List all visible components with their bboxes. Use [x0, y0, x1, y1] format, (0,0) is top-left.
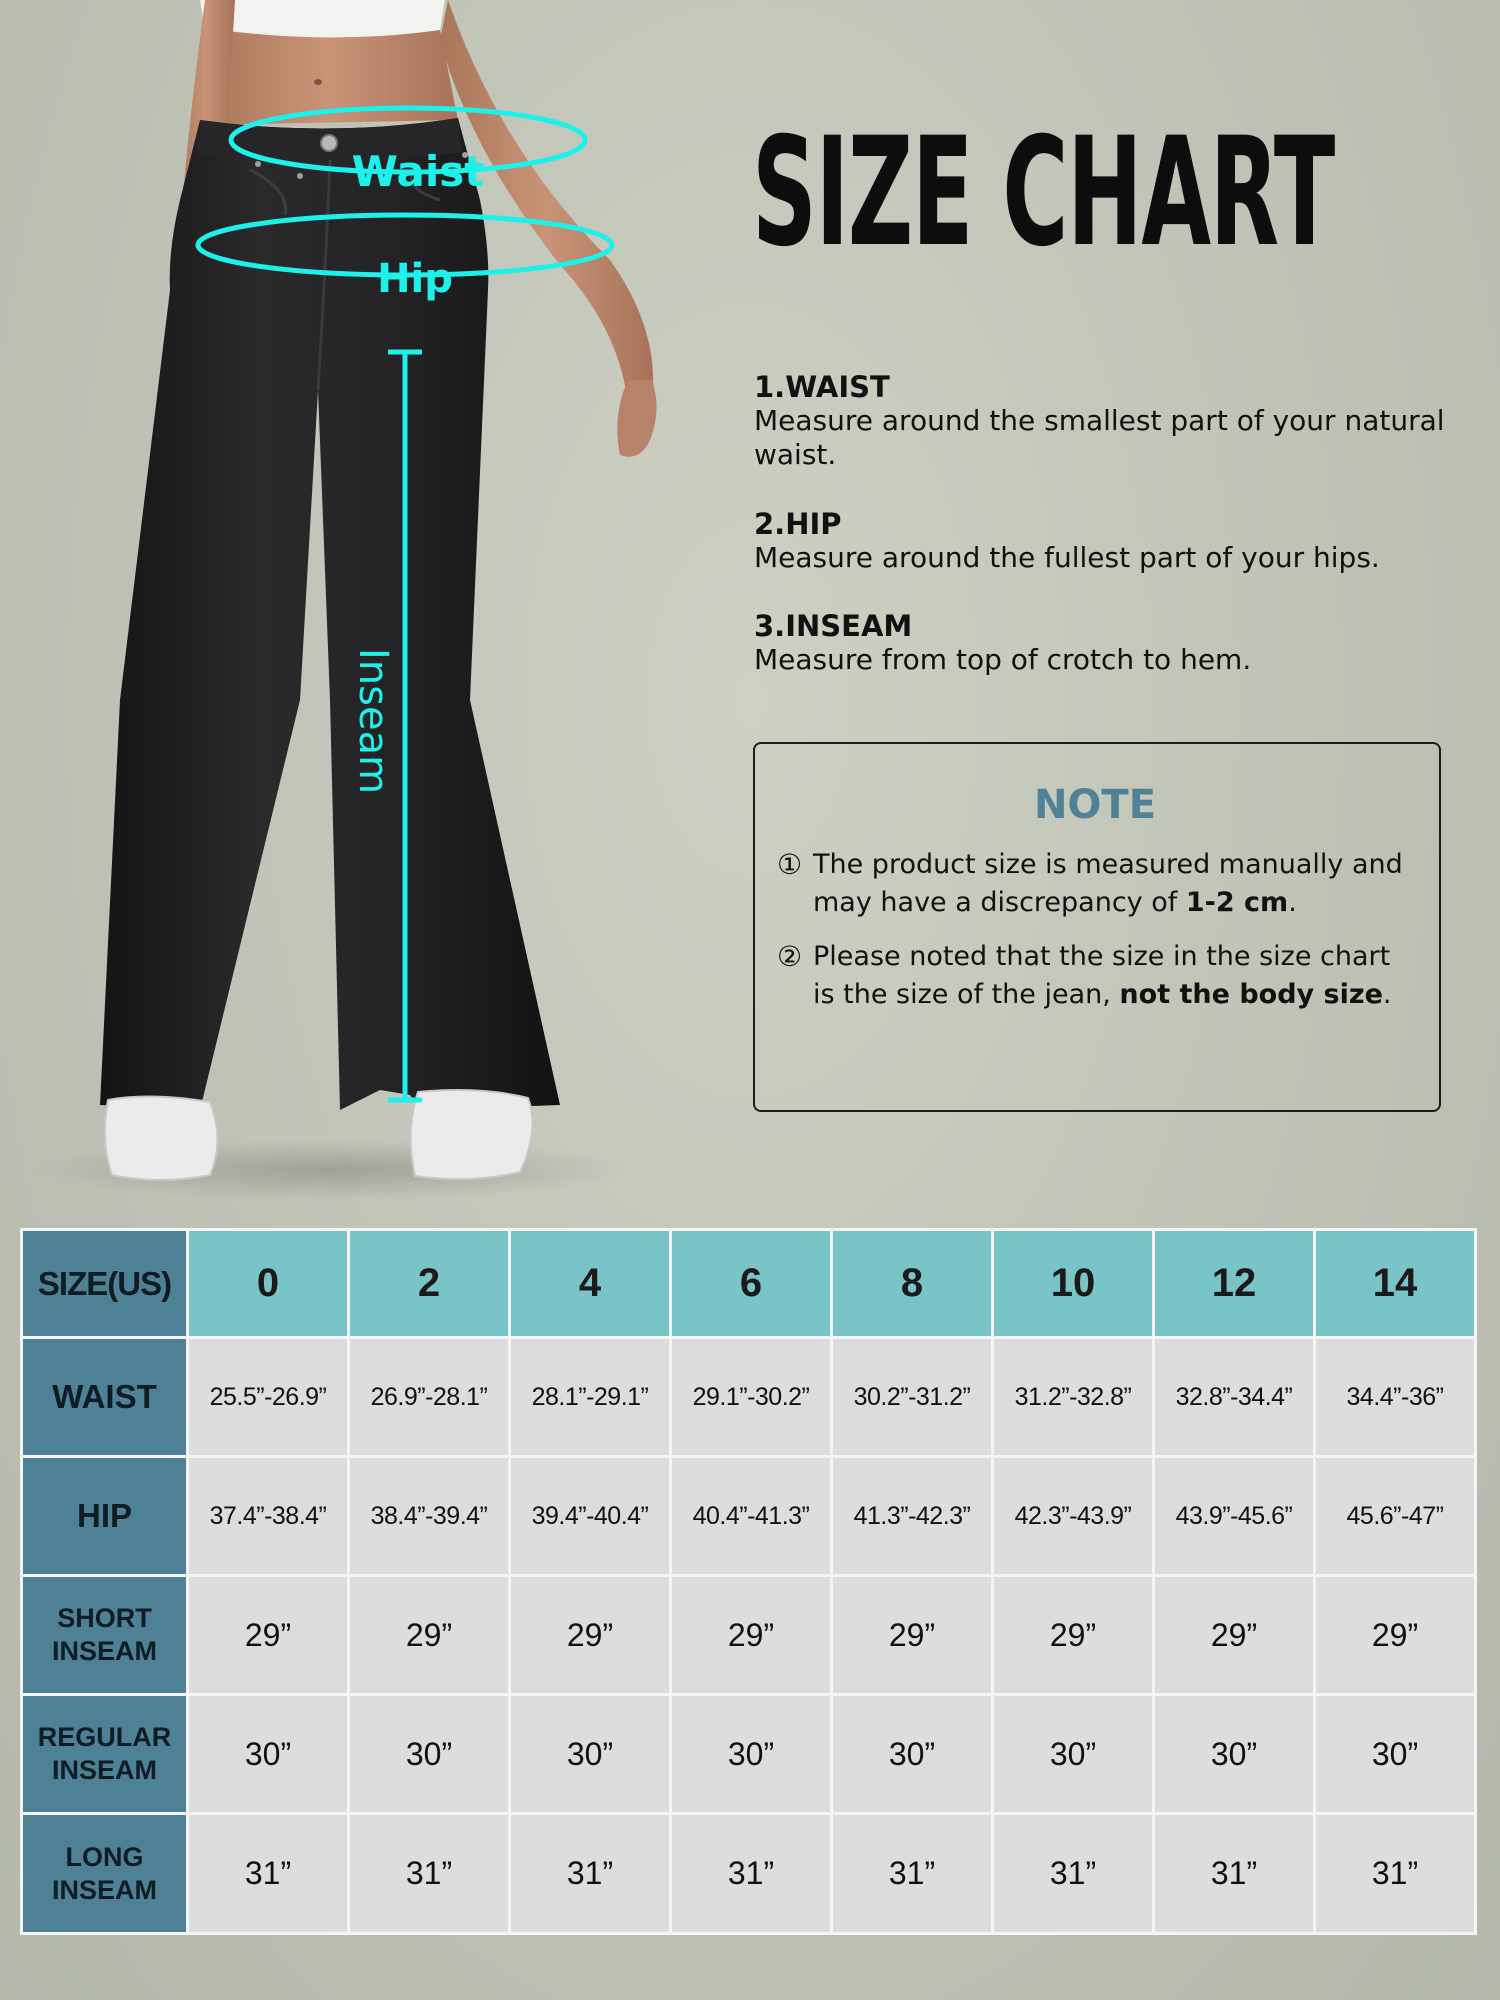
- size-header-cell: 12: [1154, 1230, 1315, 1338]
- row-label: WAIST: [22, 1338, 188, 1457]
- table-row-waist: [22, 1338, 1476, 1457]
- size-header-cell: 0: [188, 1230, 349, 1338]
- table-cell: 38.4”-39.4”: [349, 1457, 510, 1576]
- table-row-short-inseam: [22, 1576, 1476, 1695]
- page-title: SIZE CHART: [752, 106, 1335, 280]
- note-item-2: [777, 938, 1417, 1014]
- row-label: HIP: [22, 1457, 188, 1576]
- waist-label: Waist: [351, 147, 485, 196]
- table-cell: 30”: [1315, 1695, 1476, 1814]
- table-cell: 29”: [832, 1576, 993, 1695]
- table-cell: 31”: [832, 1814, 993, 1934]
- left-sneaker: [105, 1096, 218, 1180]
- table-cell: 41.3”-42.3”: [832, 1457, 993, 1576]
- note-box: [753, 742, 1441, 1112]
- note-text: Please noted that the size in the size chart is the size of the jean, not the body size.: [813, 941, 1392, 1010]
- table-cell: 31”: [1315, 1814, 1476, 1934]
- instruction-heading: 2.HIP: [754, 507, 842, 541]
- table-cell: 31.2”-32.8”: [993, 1338, 1154, 1457]
- table-row-regular-inseam: [22, 1695, 1476, 1814]
- instruction-waist: [754, 370, 1454, 472]
- table-cell: 30”: [510, 1695, 671, 1814]
- model-figure: [0, 0, 720, 1200]
- table-cell: 31”: [671, 1814, 832, 1934]
- table-cell: 39.4”-40.4”: [510, 1457, 671, 1576]
- instruction-hip: [754, 507, 1454, 575]
- table-cell: 25.5”-26.9”: [188, 1338, 349, 1457]
- table-cell: 31”: [993, 1814, 1154, 1934]
- table-cell: 29.1”-30.2”: [671, 1338, 832, 1457]
- table-row-hip: [22, 1457, 1476, 1576]
- table-cell: 30”: [993, 1695, 1154, 1814]
- size-header-cell: 10: [993, 1230, 1154, 1338]
- size-header-cell: 6: [671, 1230, 832, 1338]
- table-cell: 30”: [188, 1695, 349, 1814]
- table-cell: 29”: [993, 1576, 1154, 1695]
- instruction-inseam: [754, 609, 1454, 677]
- table-cell: 40.4”-41.3”: [671, 1457, 832, 1576]
- size-table: [20, 1228, 1477, 1935]
- table-cell: 31”: [349, 1814, 510, 1934]
- table-cell: 29”: [188, 1576, 349, 1695]
- note-number: ①: [777, 848, 803, 881]
- table-cell: 30”: [349, 1695, 510, 1814]
- table-cell: 31”: [510, 1814, 671, 1934]
- table-cell: 43.9”-45.6”: [1154, 1457, 1315, 1576]
- table-cell: 30”: [671, 1695, 832, 1814]
- table-row-long-inseam: [22, 1814, 1476, 1934]
- table-cell: 29”: [510, 1576, 671, 1695]
- instruction-text: Measure from top of crotch to hem.: [754, 643, 1252, 676]
- note-title: NOTE: [1033, 782, 1157, 828]
- table-cell: 34.4”-36”: [1315, 1338, 1476, 1457]
- table-cell: 31”: [1154, 1814, 1315, 1934]
- instruction-text: Measure around the fullest part of your hips.: [754, 541, 1380, 574]
- table-cell: 29”: [1315, 1576, 1476, 1695]
- row-label: REGULAR INSEAM: [22, 1695, 188, 1814]
- table-cell: 26.9”-28.1”: [349, 1338, 510, 1457]
- note-item-1: [777, 846, 1417, 922]
- right-sneaker: [411, 1090, 533, 1179]
- instruction-heading: 1.WAIST: [754, 370, 890, 404]
- row-label: LONG INSEAM: [22, 1814, 188, 1934]
- table-cell: 29”: [671, 1576, 832, 1695]
- table-cell: 30.2”-31.2”: [832, 1338, 993, 1457]
- table-cell: 31”: [188, 1814, 349, 1934]
- table-cell: 30”: [1154, 1695, 1315, 1814]
- inseam-label: Inseam: [350, 648, 396, 795]
- jeans: [100, 118, 560, 1110]
- table-cell: 29”: [349, 1576, 510, 1695]
- size-header-cell: 2: [349, 1230, 510, 1338]
- row-label: SHORT INSEAM: [22, 1576, 188, 1695]
- table-cell: 29”: [1154, 1576, 1315, 1695]
- table-cell: 42.3”-43.9”: [993, 1457, 1154, 1576]
- table-cell: 28.1”-29.1”: [510, 1338, 671, 1457]
- note-number: ②: [777, 940, 803, 973]
- note-text: The product size is measured manually and may have a discrepancy of 1-2 cm.: [813, 849, 1403, 918]
- size-header-cell: 14: [1315, 1230, 1476, 1338]
- table-cell: 32.8”-34.4”: [1154, 1338, 1315, 1457]
- size-corner-label: SIZE(US): [22, 1230, 188, 1338]
- crop-top: [200, 0, 445, 38]
- hip-label: Hip: [377, 256, 453, 302]
- instruction-text: Measure around the smallest part of your natural waist.: [754, 404, 1445, 471]
- table-cell: 45.6”-47”: [1315, 1457, 1476, 1576]
- table-cell: 37.4”-38.4”: [188, 1457, 349, 1576]
- instruction-heading: 3.INSEAM: [754, 609, 913, 643]
- size-header-row: [22, 1230, 1476, 1338]
- size-header-cell: 4: [510, 1230, 671, 1338]
- table-cell: 30”: [832, 1695, 993, 1814]
- size-header-cell: 8: [832, 1230, 993, 1338]
